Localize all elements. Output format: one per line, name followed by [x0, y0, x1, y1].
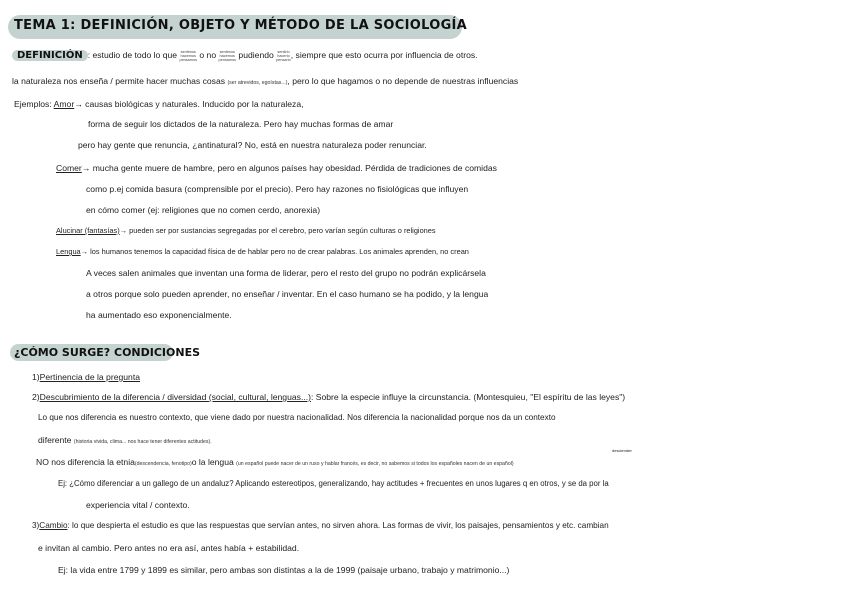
definition-line [12, 49, 478, 62]
example-amor-line-2: forma de seguir los dictados de la naturaleza. Pero hay muchas formas de amar [88, 119, 394, 129]
example-amor-line-1: Ejemplos: Amor→ causas biológicas y naturales. Inducido por la naturaleza, [14, 99, 304, 109]
definition-stack-1: sentimos hacemos pensamos [179, 49, 197, 62]
page-title: TEMA 1: DEFINICIÓN, OBJETO Y MÉTODO DE LA SOCIOLOGÍA [14, 18, 468, 33]
condition-2-example-1: Ej: ¿Cómo diferenciar a un gallego de un andaluz? Aplicando estereotipos, generalizando, hay actitudes + frecuentes en unos lugares q en otros, y se da por la [58, 479, 609, 488]
condition-3-example: Ej: la vida entre 1799 y 1899 es similar, pero ambas son distintas a la de 1999 (paisaje urbano, trabajo y matrimonio...) [58, 565, 510, 575]
condition-1: 1)Pertinencia de la pregunta [32, 372, 140, 382]
example-alucinar-line: Alucinar (fantasías)→ pueden ser por sustancias segregadas por el cerebro, pero varían según culturas o religiones [56, 226, 436, 235]
condition-2-line-4: NO nos diferencia la etnia(descendencia, fenotipo)o la lengua (un español puede nacer de un ruso y hablar francés, es decir, no sabemos si todos los españoles nacen de un español) [36, 457, 514, 467]
amor-label: Amor [53, 99, 75, 109]
definition-line-2-note: (ser atrevidos, egoístas...) [227, 80, 288, 86]
condition-2-note-above: descienden [612, 448, 633, 453]
condition-3-label: Cambio [39, 521, 68, 530]
examples-label: Ejemplos: [14, 99, 52, 109]
condition-3-line-2: e invitan al cambio. Pero antes no era así, antes había + estabilidad. [38, 543, 300, 553]
condition-3-line-1: 3)Cambio: lo que despierta el estudio es que las respuestas que servían antes, no sirven ahora. Las formas de vivir, los paisajes, pensamientos y etc. cambian [32, 521, 609, 530]
condition-2-line-3: diferente (historia vivida, clima... nos hace tener diferentes actitudes). [38, 435, 212, 445]
definition-stack-3: sentirlo hacerlo pensarlo [276, 49, 291, 62]
condition-2-line-1: 2)Descubrimiento de la diferencia / diversidad (social, cultural, lenguas...): Sobre la especie influye la circunstancia. (Montesquieu, "El espíritu de las leyes") [32, 392, 626, 402]
condition-2-line-2: Lo que nos diferencia es nuestro contexto, que viene dado por nuestra nacionalidad. Nos diferencia la nacionalidad porque nos da un contexto [38, 413, 556, 422]
example-comer-line-1: Comer→ mucha gente muere de hambre, pero en algunos países hay obesidad. Pérdida de tradiciones de comidas [56, 163, 497, 173]
condition-2-example-2: experiencia vital / contexto. [86, 500, 190, 510]
definition-text-1: : estudio de todo lo que [87, 50, 178, 60]
example-comer-line-3: en cómo comer (ej: religiones que no comen cerdo, anorexia) [86, 205, 321, 215]
definition-stack-2: sentimos hacemos pensamos [218, 49, 237, 62]
condition-1-label: Pertinencia de la pregunta [39, 372, 140, 382]
example-lengua-line-4: ha aumentado eso exponencialmente. [86, 310, 232, 320]
example-lengua-line-2: A veces salen animales que inventan una forma de liderar, pero el resto del grupo no podrán explicársela [86, 268, 486, 278]
conditions-title: ¿CÓMO SURGE? CONDICIONES [14, 346, 201, 359]
definition-text-3: pudiendo [238, 50, 274, 60]
example-lengua-line-3: a otros porque solo pueden aprender, no enseñar / inventar. En el caso humano se ha podido, y la lengua [86, 289, 489, 299]
definition-text-4: , siempre que esto ocurra por influencia de otros. [290, 50, 478, 60]
comer-label: Comer [56, 163, 82, 173]
lengua-label: Lengua [56, 247, 81, 256]
alucinar-label: Alucinar (fantasías) [56, 226, 120, 235]
definition-text-2: o no [199, 50, 217, 60]
example-comer-line-2: como p.ej comida basura (comprensible por el precio). Pero hay razones no fisiológicas que influyen [86, 184, 469, 194]
condition-2-label: Descubrimiento de la diferencia / diversidad (social, cultural, lenguas...) [39, 392, 311, 402]
example-amor-line-3: pero hay gente que renuncia, ¿antinatural? No, está en nuestra naturaleza poder renunciar. [78, 140, 427, 150]
example-lengua-line-1: Lengua→ los humanos tenemos la capacidad física de de hablar pero no de crear palabras. Los animales aprenden, no crean [56, 247, 469, 256]
definition-label: DEFINICIÓN [12, 50, 88, 61]
definition-line-2: la naturaleza nos enseña / permite hacer muchas cosas (ser atrevidos, egoístas...), pero lo que hagamos o no depende de nuestras influencias [12, 76, 519, 86]
